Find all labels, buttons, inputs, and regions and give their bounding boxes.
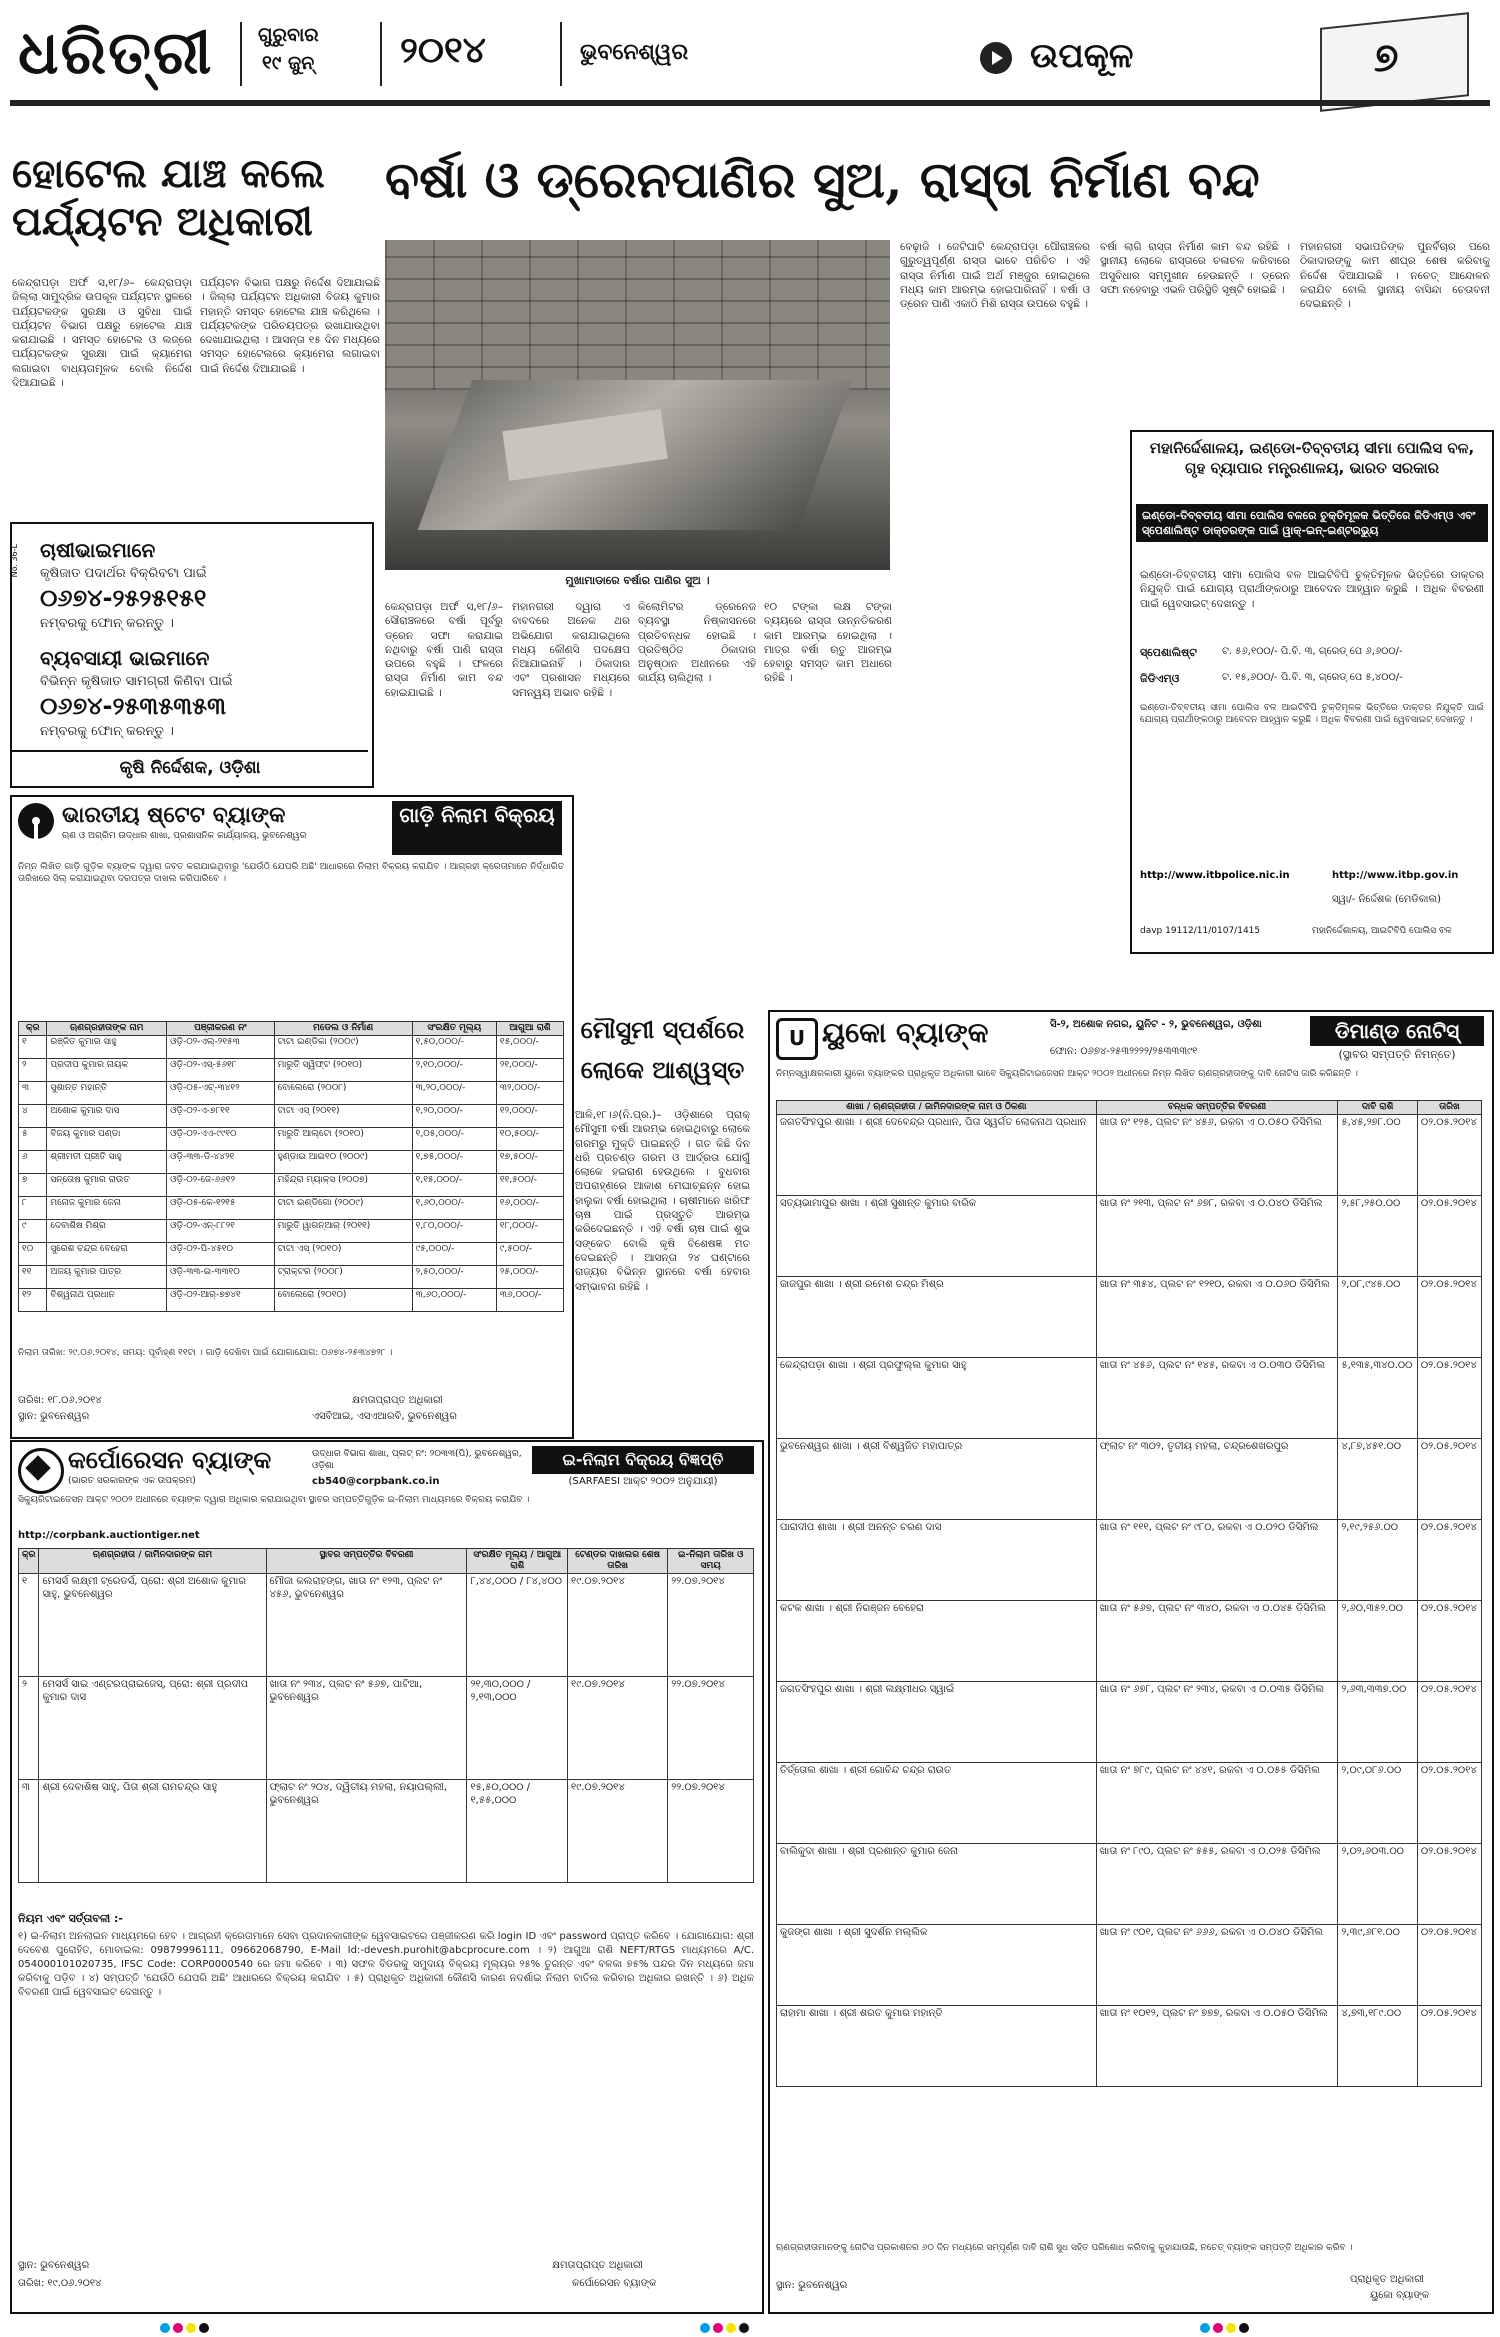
corp-name: କର୍ପୋରେସନ ବ୍ୟାଙ୍କ [68,1446,272,1474]
divider [240,22,242,86]
table-cell: ୨,୧୯,୨୫୬.୦୦ [1338,1520,1418,1601]
table-cell: ବୋଲେରୋ (୨୦୧୦) [274,1289,412,1312]
corp-sign-2: କର୍ପୋରେସନ ବ୍ୟାଙ୍କ [572,2278,657,2289]
table-row [19,1036,564,1059]
uco-place: ସ୍ଥାନ: ଭୁବନେଶ୍ୱର [776,2280,848,2291]
corp-url[interactable]: http://corpbank.auctiontiger.net [18,1530,200,1541]
table-cell: ମୌଜା କଲରାହଙ୍ଗ, ଖାତା ନଂ ୧୨୩, ପ୍ଲଟ ନଂ ୪୫୬, ଭୁବନେଶ୍ୱର [266,1574,467,1677]
table-cell: ଖାତା ନଂ ୩୫୪, ପ୍ଲଟ ନଂ ୧୨୧୦, ରକବା ଏ ୦.୦୬୦ ଡିସିମିଲ [1096,1277,1338,1358]
table-cell: ଓଡ଼ି-୩୩-ଡି-୪୪୨୧ [167,1151,275,1174]
corp-address: ଉଦ୍ଧାର ବିଭାଗ ଶାଖା, ପ୍ଲଟ୍ ନଂ: ୨୦୩୩(ପି), ଭୁବନେଶ୍ୱର, ଓଡ଼ିଶା [312,1449,522,1471]
table-cell: ୧୧ [19,1266,47,1289]
table-cell: ୫,୧୩୫,୩୪୦.୦୦ [1338,1358,1418,1439]
section-bullet-icon [980,42,1012,74]
hotel-col-2: ପର୍ଯ୍ୟଟନ ବିଭାଗ ପକ୍ଷରୁ ନିର୍ଦ୍ଦେଶ ଦିଆଯାଇଛି । ଜିଲ୍ଲା ପର୍ଯ୍ୟଟନ ଅଧିକାରୀ ବିଜୟ କୁମାର ମହାନ୍ତି ସମସ୍ତ ହୋଟେଲ ଯାଞ୍ଚ କରିଥିଲେ । ପର୍ଯ୍ୟଟକଙ୍କ ପରିଚୟପତ୍ର ରଖାଯାଉଥିବା ଦେଖାଯାଇଥିଲା । ଆସନ୍ତା ୧୫ ଦିନ ମଧ୍ୟରେ ସମସ୍ତ ହୋଟେଲରେ କ୍ୟାମେରା ଲଗାଇବା ପାଇଁ ନିର୍ଦ୍ଦେଶ ଦିଆଯାଇଛି । [200,277,380,375]
table-row [777,1196,1482,1277]
table-cell: ଖାତା ନଂ ୬୭୮, ପ୍ଲଟ ନଂ ୨୩୪, ରକବା ଏ ୦.୦୩୫ ଡିସିମିଲ [1096,1682,1338,1763]
table-cell: ୨୨.୦୭.୨୦୧୪ [668,1677,754,1780]
table-cell: ୨,୬୦,୩୫୨.୦୦ [1338,1601,1418,1682]
table-cell: ୧,୨୦,୦୦୦/- [412,1105,496,1128]
table-cell: କୁଜଙ୍ଗ ଶାଖା । ଶ୍ରୀ ସୁଦର୍ଶନ ମଲ୍ଲିକ [777,1925,1097,2006]
table-cell: ୧୫,୦୦୦/- [496,1036,563,1059]
table-cell: ଭୁବନେଶ୍ୱର ଶାଖା । ଶ୍ରୀ ବିଶ୍ୱଜିତ ମହାପାତ୍ର [777,1439,1097,1520]
newspaper-logo: ଧରିତ୍ରୀ [18,18,214,88]
table-cell: ୩୨,୦୦୦/- [496,1082,563,1105]
table-cell: ୧,୫୦,୦୦୦/- [412,1036,496,1059]
lead-headline: ବର୍ଷା ଓ ଡ୍ରେନପାଣିର ସୁଅ, ରାସ୍ତା ନିର୍ମାଣ ବନ୍ଦ [385,150,1260,209]
corp-terms: ୧) ଇ-ନିଲାମ ଅନଲାଇନ ମାଧ୍ୟମରେ ହେବ । ଆଗ୍ରହୀ କ୍ରେତାମାନେ ସେବା ପ୍ରଦାନକାରୀଙ୍କ ୱେବସାଇଟରେ ପଞ୍ଜୀକରଣ କରି login ID ଏବଂ password ପ୍ରାପ୍ତ କରିବେ । ଯୋଗାଯୋଗ: ଶ୍ରୀ ଦେବେଶ ପୁରୋହିତ, ମୋବାଇଲ: 09879996111, 09662068790, E-Mail Id:-devesh.purohit@abcprocure.com । ୨) ଆଗୁଆ ରାଶି NEFT/RTGS ମାଧ୍ୟମରେ A/C. 054000101020735, IFSC Code: CORP0000540 ରେ ଜମା କରିବେ । ୩) ସଫଳ ବିଡରକୁ ସମୁଦାୟ ବିକ୍ରୟ ମୂଲ୍ୟର ୨୫% ତୁରନ୍ତ ଏବଂ ବଳକା ୭୫% ପନ୍ଦର ଦିନ ମଧ୍ୟରେ ଜମା କରିବାକୁ ପଡ଼ିବ । ୪) ସମ୍ପତ୍ତି 'ଯେଉଁଠି ଯେପରି ଅଛି' ଆଧାରରେ ବିକ୍ରୟ କରାଯିବ । ୫) ପ୍ରାଧିକୃତ ଅଧିକାରୀ କୌଣସି କାରଣ ନଦର୍ଶାଇ ନିଲାମ ବାତିଲ କରିବାର ଅଧିକାର ରଖନ୍ତି । ୬) ଅଧିକ ବିବରଣୀ ପାଇଁ ୱେବସାଇଟ ଦେଖନ୍ତୁ । [18,1931,754,1998]
table-row [19,1059,564,1082]
table-cell: ୦୨.୦୫.୨୦୧୪ [1417,1844,1481,1925]
magenta-dot-icon [713,2323,723,2333]
table-cell: କଟକ ଶାଖା । ଶ୍ରୀ ନିରଞ୍ଜନ ବେହେରା [777,1601,1097,1682]
yellow-dot-icon [1226,2323,1236,2333]
table-row [19,1128,564,1151]
lead-lower-col-2: ମହାନଗରୀ ଦ୍ୱାରା ଏ ବାବଦରେ ଅନେକ ଥର ଅଭିଯୋଗ କରାଯାଇଥିଲେ ମଧ୍ୟ କୌଣସି ପଦକ୍ଷେପ ନିଆଯାଇନାହିଁ । ଠିକାଦାର ଏବଂ ପ୍ରଶାସନ ମଧ୍ୟରେ ସମନ୍ୱୟ ଅଭାବ ରହିଛି । [512,601,630,699]
table-cell: ଓଡ଼ି-୦୨-ଏସ୍-୫୬୧୮ [167,1059,275,1082]
table-cell: ବିଜୟ କୁମାର ପଣ୍ଡା [47,1128,167,1151]
table-cell: ୦୨.୦୫.୨୦୧୪ [1417,1277,1481,1358]
police-sign: ସ୍ୱା/- ନିର୍ଦ୍ଦେଶକ (ମେଡିକାଲ) [1332,894,1441,905]
table-cell: ୧୭,୫୦୦/- [496,1151,563,1174]
uco-footer: ଋଣଗ୍ରହୀତାମାନଙ୍କୁ ନୋଟିସ ପ୍ରକାଶନର ୬୦ ଦିନ ମଧ୍ୟରେ ସମ୍ପୂର୍ଣ୍ଣ ଦାବି ରାଶି ସୁଧ ସହିତ ପରିଶୋଧ କରିବାକୁ କୁହାଯାଉଛି, ନଚେତ୍ ବ୍ୟାଙ୍କ ସମ୍ପତ୍ତି ଅଧିକାର କରିବ । [776,2243,1353,2253]
table-row [19,1174,564,1197]
table-row [777,1601,1482,1682]
table-cell: ୨,୦୨,୬୦୩.୦୦ [1338,1844,1418,1925]
table-cell: ୦୨.୦୫.୨୦୧୪ [1417,1196,1481,1277]
table-cell: ମାରୁତି ୱାଗନ୍‌ଆର୍ (୨୦୧୧) [274,1220,412,1243]
uco-logo-icon: U [776,1018,818,1060]
issue-day: ଗୁରୁବାର [258,24,319,46]
corp-date: ତାରିଖ: ୧୯.୦୬.୨୦୧୪ [18,2278,102,2289]
agri-ref: No. 36-L [10,544,19,578]
magenta-dot-icon [1213,2323,1223,2333]
lead-right-col-2: ବର୍ଷା ଲାଗି ରାସ୍ତା ନିର୍ମାଣ କାମ ବନ୍ଦ ରହିଛି । ସ୍ଥାନୀୟ ଲୋକେ ରାସ୍ତାରେ ଚଳାଚଳ କରିବାରେ ଅସୁବିଧାର ସମ୍ମୁଖୀନ ହେଉଛନ୍ତି । ଡ୍ରେନ ସଫା ନହେବାରୁ ଏଭଳି ପରିସ୍ଥିତି ସୃଷ୍ଟି ହୋଇଛି । [1100,241,1290,296]
table-cell: ଟ୍ରାକ୍ଟର (୨୦୦୮) [274,1266,412,1289]
table-cell: ୫ [19,1128,47,1151]
table-cell: ୨୧,୩୦,୦୦୦ / ୨,୧୩,୦୦୦ [467,1677,568,1780]
table-cell: ୧୮,୦୦୦/- [496,1220,563,1243]
police-title: ମହାନିର୍ଦ୍ଦେଶାଳୟ, ଇଣ୍ଡୋ-ତିବ୍ବତୀୟ ସୀମା ପୋଲିସ ବଳ, ଗୃହ ବ୍ୟାପାର ମନ୍ତ୍ରଣାଳୟ, ଭାରତ ସରକାର [1149,439,1475,477]
monsoon-headline: ମୌସୁମୀ ସ୍ପର୍ଶରେ ଲୋକେ ଆଶ୍ୱସ୍ତ [580,1015,745,1084]
table-cell: ହୁଣ୍ଡାଇ ଆଇ୧୦ (୨୦୦୯) [274,1151,412,1174]
sbi-table [18,1021,564,1312]
table-cell: ଦେବାଶିଷ ମିଶ୍ର [47,1220,167,1243]
photo-wall [385,240,890,390]
sbi-notice: ଗାଡ଼ି ନିଲାମ ବିକ୍ରୟ [392,801,562,855]
corp-logo-icon [18,1448,64,1494]
police-pay-2: ଟ. ୧୫,୬୦୦/- ପି.ବି. ୩, ଗ୍ରେଡ୍ ପେ ୫,୪୦୦/- [1222,672,1403,683]
table-cell: ବିଶ୍ୱନାଥ ପ୍ରଧାନ [47,1289,167,1312]
table-cell: କେନ୍ଦ୍ରାପଡ଼ା ଶାଖା । ଶ୍ରୀ ପ୍ରଫୁଲ୍ଲ କୁମାର ସାହୁ [777,1358,1097,1439]
table-row [777,1358,1482,1439]
table-cell: ଓଡ଼ି-୦୨-ଆର୍-୭୭୪୧ [167,1289,275,1312]
table-cell: ଖାତା ନଂ ୯୦୧, ପ୍ଲଟ ନଂ ୬୬୬, ରକବା ଏ ୦.୦୪୦ ଡିସିମିଲ [1096,1925,1338,2006]
table-cell: ୧,୮୦,୦୦୦/- [412,1220,496,1243]
uco-intro: ନିମ୍ନସ୍ୱାକ୍ଷରକାରୀ ୟୁକୋ ବ୍ୟାଙ୍କର ପ୍ରାଧିକୃତ ଅଧିକାରୀ ଭାବେ ସିକ୍ୟୁରିଟାଇଜେସନ ଆକ୍ଟ ୨୦୦୨ ଅଧୀନରେ ନିମ୍ନ ଲିଖିତ ଋଣଗ୍ରହୀତାଙ୍କୁ ଦାବି ନୋଟିସ ଜାରି କରିଛନ୍ତି । [776,1069,1358,1079]
agri-note-1: ନମ୍ବରକୁ ଫୋନ୍ କରନ୍ତୁ । [40,616,174,631]
table-row [777,1439,1482,1520]
table-cell: ୨,୦୮,୯୪୫.୦୦ [1338,1277,1418,1358]
table-cell: ଫ୍ଲାଟ ନଂ ୩୦୨, ତୃତୀୟ ମହଲା, ଚନ୍ଦ୍ରଶେଖରପୁର [1096,1439,1338,1520]
police-post-1: ସ୍ପେଶାଲିଷ୍ଟ [1140,646,1197,659]
table-cell: ୩ [19,1780,39,1883]
corp-terms-title: ନିୟମ ଏବଂ ସର୍ତ୍ତାବଳୀ :- [18,1912,123,1925]
table-cell: ସୁରେଶ ଚନ୍ଦ୍ର ବେହେରା [47,1243,167,1266]
black-dot-icon [739,2323,749,2333]
police-filler: ଇଣ୍ଡୋ-ତିବ୍ବତୀୟ ସୀମା ପୋଲିସ ବଳ ଆଇଟିବିପି ଚୁକ୍ତିମୂଳକ ଭିତ୍ତିରେ ଡାକ୍ତର ନିଯୁକ୍ତି ପାଇଁ ଯୋଗ୍ୟ ପ୍ରାର୍ଥୀଙ୍କଠାରୁ ଆବେଦନ ଆହ୍ୱାନ କରୁଛି । ଅଧିକ ବିବରଣୀ ପାଇଁ ୱେବସାଇଟ୍ ଦେଖନ୍ତୁ । [1140,703,1484,725]
table-cell: ୧୧,୫୦୦/- [496,1174,563,1197]
agri-title-2: ବ୍ୟବସାୟୀ ଭାଇମାନେ [40,646,210,670]
table-cell: ୧,୦୫,୦୦୦/- [412,1128,496,1151]
corp-intro: ସିକ୍ୟୁରିଟାଇଜେସନ ଆକ୍ଟ ୨୦୦୨ ଅଧୀନରେ ବ୍ୟାଙ୍କ ଦ୍ୱାରା ଅଧିକାର କରାଯାଇଥିବା ସ୍ଥାବର ସମ୍ପତ୍ତିଗୁଡ଼ିକ ଇ-ନିଲାମ ମାଧ୍ୟମରେ ବିକ୍ରୟ କରାଯିବ । [18,1495,530,1505]
uco-notice: ଡିମାଣ୍ଡ ନୋଟିସ୍ [1310,1016,1484,1046]
lead-right-col-1: ବେଢ଼ାଜି । ଜେଟିଘାଟି କେନ୍ଦ୍ରାପଡ଼ା ପୌରାଞ୍ଚଳର ଗୁରୁତ୍ୱପୂର୍ଣ୍ଣ ରାସ୍ତା ଭାବେ ପରିଚିତ । ଏହି ରାସ୍ତା ନିର୍ମାଣ ପାଇଁ ଅର୍ଥ ମଞ୍ଜୁର ହୋଇଥିଲେ ମଧ୍ୟ କାମ ଆରମ୍ଭ ହୋଇପାରିନାହିଁ । ବର୍ଷା ଓ ଡ୍ରେନ ପାଣି ଏକାଠି ମିଶି ରାସ୍ତା ଉପରେ ବହୁଛି । [900,241,1090,311]
table-cell: ମେସର୍ସ ଲକ୍ଷ୍ମୀ ଟ୍ରେଡର୍ସ, ପ୍ରୋ: ଶ୍ରୀ ଅଶୋକ କୁମାର ସାହୁ, ଭୁବନେଶ୍ୱର [39,1574,266,1677]
issue-date: ୧୯ ଜୁନ୍ [262,52,315,74]
divider [560,22,562,86]
table-cell: ୧୯.୦୭.୨୦୧୪ [568,1780,668,1883]
table-row [777,1115,1482,1196]
agri-sub-1: କୃଷିଜାତ ପଦାର୍ଥର ବିକ୍ରିବଟା ପାଇଁ [40,566,207,581]
table-cell: ୯ [19,1220,47,1243]
table-cell: ଟାଟା ଇଣ୍ଡିକା (୨୦୦୯) [274,1036,412,1059]
table-cell: ଟାଟା ଏସ୍ (୨୦୧୧) [274,1105,412,1128]
table-cell: ୯୫,୦୦୦/- [412,1243,496,1266]
table-cell: ୨ [19,1059,47,1082]
uco-table [776,1100,1482,2087]
cmyk-marks [700,2318,752,2332]
table-cell: ଖାତା ନଂ ୧୦୧୨, ପ୍ଲଟ ନଂ ୭୭୭, ରକବା ଏ ୦.୦୫୦ ଡିସିମିଲ [1096,2006,1338,2087]
police-post-2: ଜିଡିଏମ୍‌ଓ [1140,672,1180,685]
table-cell: ଓଡ଼ି-୦୨-ଜେ-୬୬୧୨ [167,1174,275,1197]
table-cell: ୦୨.୦୫.୨୦୧୪ [1417,1520,1481,1601]
table-cell: ଶ୍ରୀ ଦେବାଶିଷ ସାହୁ, ପିତା ଶ୍ରୀ ରାମଚନ୍ଦ୍ର ସାହୁ [39,1780,266,1883]
table-cell: ୧୦,୫୦୦/- [496,1128,563,1151]
table-cell: ଖାତା ନଂ ୪୫୬, ପ୍ଲଟ ନଂ ୧୪୫, ରକବା ଏ ୦.୦୩୦ ଡିସିମିଲ [1096,1358,1338,1439]
uco-notice-sub: (ସ୍ଥାବର ସମ୍ପତ୍ତି ନିମନ୍ତେ) [1338,1048,1456,1061]
uco-ad [768,1010,1494,2314]
table-cell: ଖାତା ନଂ ୭୮୯, ପ୍ଲଟ ନଂ ୪୪୧, ରକବା ଏ ୦.୦୫୫ ଡିସିମିଲ [1096,1763,1338,1844]
table-header: କ୍ର [19,1549,39,1574]
table-row [19,1574,754,1677]
table-header: ଇ-ନିଲାମ ତାରିଖ ଓ ସମୟ [668,1549,754,1574]
table-cell: ୨,୫୮,୨୫୦.୦୦ [1338,1196,1418,1277]
table-cell: ୧୯.୦୭.୨୦୧୪ [568,1574,668,1677]
table-cell: ୦୨.୦୫.୨୦୧୪ [1417,2006,1481,2087]
table-cell: ୪ [19,1105,47,1128]
table-header: ତାରିଖ [1417,1101,1481,1115]
table-header: ସଂରକ୍ଷିତ ମୂଲ୍ୟ / ଆଗୁଆ ରାଶି [467,1549,568,1574]
cyan-dot-icon [160,2323,170,2333]
table-header: ଟେଣ୍ଡର ଦାଖଲର ଶେଷ ତାରିଖ [568,1549,668,1574]
uco-address: ସି-୨, ଅଶୋକ ନଗର, ୟୁନିଟ - ୨, ଭୁବନେଶ୍ୱର, ଓଡ଼ିଶା [1050,1019,1262,1030]
table-header: ମଡେଲ ଓ ନିର୍ମାଣ [274,1022,412,1036]
table-cell: ୪,୭୩,୧୮୯.୦୦ [1338,2006,1418,2087]
page-number: ୭ [1374,34,1399,81]
table-cell: ୩୬,୦୦୦/- [496,1289,563,1312]
table-cell: ତିର୍ତ୍ତୋଲ ଶାଖା । ଶ୍ରୀ ଗୋବିନ୍ଦ ଚନ୍ଦ୍ର ରାଉତ [777,1763,1097,1844]
table-cell: ୨୨.୦୭.୨୦୧୪ [668,1574,754,1677]
table-cell: ଓଡ଼ି-୦୨-ଏଏ-୯୯୧୦ [167,1128,275,1151]
table-cell: ୨,୬୩,୩୩୭.୦୦ [1338,1682,1418,1763]
table-header: ଋଣଗ୍ରହୀତା / ଜାମିନଦାରଙ୍କ ନାମ [39,1549,266,1574]
police-sign-2: ମହାନିର୍ଦ୍ଦେଶାଳୟ, ଆଇଟିବିପି ପୋଲିସ ବଳ [1312,926,1452,936]
black-dot-icon [1239,2323,1249,2333]
table-cell: ରଞ୍ଜିତ କୁମାର ସାହୁ [47,1036,167,1059]
corp-notice-sub: (SARFAESI ଆକ୍ଟ ୨୦୦୨ ଅନୁଯାୟୀ) [568,1476,718,1487]
issue-year: ୨୦୧୪ [400,30,486,71]
table-cell: ଓଡ଼ି-୦୨-ଏଲ୍-୨୧୫୩ [167,1036,275,1059]
agri-sub-2: ବିଭିନ୍ନ କୃଷିଜାତ ସାମଗ୍ରୀ କିଣିବା ପାଇଁ [40,674,233,689]
hotel-headline: ହୋଟେଲ ଯାଞ୍ଚ କଲେ ପର୍ଯ୍ୟଟନ ଅଧିକାରୀ [12,150,325,245]
corp-place: ସ୍ଥାନ: ଭୁବନେଶ୍ୱର [18,2260,90,2271]
table-row [777,1925,1482,2006]
masthead [0,0,1500,110]
corp-notice: ଇ-ନିଲାମ ବିକ୍ରୟ ବିଜ୍ଞପ୍ତି [532,1446,754,1474]
agri-phone-2: ୦୬୭୪-୨୫୩୫୩୫୩ [40,692,226,720]
table-cell: ୧,୭୫,୦୦୦/- [412,1151,496,1174]
table-cell: ପ୍ରଦୀପ କୁମାର ନାୟକ [47,1059,167,1082]
sbi-logo-icon [18,803,54,839]
table-cell: ଖାତା ନଂ ୮୯୦, ପ୍ଲଟ ନଂ ୫୫୫, ରକବା ଏ ୦.୦୨୫ ଡିସିମିଲ [1096,1844,1338,1925]
table-cell: ୨,୧୦,୦୦୦/- [412,1059,496,1082]
table-cell: ଖାତା ନଂ ୧୧୧, ପ୍ଲଟ ନଂ ୯୮୦, ରକବା ଏ ୦.୦୨୦ ଡିସିମିଲ [1096,1520,1338,1601]
table-cell: ଓଡ଼ି-୦୫-ଏଚ୍-୩୪୧୨ [167,1082,275,1105]
table-cell: ଫ୍ଲାଟ ନଂ ୨୦୪, ଦ୍ୱିତୀୟ ମହଲା, ନୟାପଲ୍ଲୀ, ଭୁବନେଶ୍ୱର [266,1780,467,1883]
table-cell: ମାରୁତି ଆଲ୍ଟୋ (୨୦୧୦) [274,1128,412,1151]
table-cell: ୧୯.୦୭.୨୦୧୪ [568,1677,668,1780]
table-cell: ୦୨.୦୫.୨୦୧୪ [1417,1115,1481,1196]
uco-sign: ପ୍ରାଧିକୃତ ଅଧିକାରୀ [1350,2274,1424,2285]
sbi-intro: ନିମ୍ନ ଲିଖିତ ଗାଡ଼ି ଗୁଡ଼ିକ ବ୍ୟାଙ୍କ ଦ୍ୱାରା ଜବତ କରାଯାଇଥିବାରୁ 'ଯେଉଁଠି ଯେପରି ଅଛି' ଆଧାରରେ ନିଲାମ ବିକ୍ରୟ କରାଯିବ । ଆଗ୍ରହୀ କ୍ରେତାମାନେ ନିର୍ଦ୍ଧାରିତ ତାରିଖରେ ସିଲ୍ କରାଯାଇଥିବା ଦରପତ୍ର ଦାଖଲ କରିପାରିବେ । [18,862,564,884]
table-row [19,1243,564,1266]
table-row [777,1763,1482,1844]
table-cell: ୬ [19,1151,47,1174]
table-row [777,2006,1482,2087]
sbi-footer-note: ନିଲାମ ତାରିଖ: ୨୯.୦୬.୨୦୧୪, ସମୟ: ପୂର୍ବାହ୍ଣ ୧୧ଟା । ଗାଡ଼ି ଦେଖିବା ପାଇଁ ଯୋଗାଯୋଗ: ୦୬୭୪-୨୫୩୪୭୨୮ । [18,1348,393,1358]
table-cell: ମନୋଜ କୁମାର ଜେନା [47,1197,167,1220]
table-cell: ଓଡ଼ି-୦୨-ଏନ୍-୮୮୨୧ [167,1220,275,1243]
table-cell: ଖାତା ନଂ ୨୩୪, ପ୍ଲଟ ନଂ ୫୬୭, ପାଟିଆ, ଭୁବନେଶ୍ୱର [266,1677,467,1780]
table-cell: ୭ [19,1174,47,1197]
lead-lower-col-3: କିଲୋମିଟର ଡ୍ରେନେଜ ବ୍ୟବସ୍ଥା ନିଷ୍କାସନରେ ପ୍ରତିବନ୍ଧକ ହୋଇଛି । ପ୍ରତିଷ୍ଠିତ ଠିକାଦାର ଅନୁଷ୍ଠାନ ଅଧୀନରେ ଏହି କାର୍ଯ୍ୟ ଚାଲିଥିଲା । [638,601,756,685]
table-cell: ଜଗତସିଂହପୁର ଶାଖା । ଶ୍ରୀ ଲକ୍ଷ୍ମୀଧର ସ୍ୱାଇଁ [777,1682,1097,1763]
edition-city: ଭୁବନେଶ୍ୱର [580,40,689,65]
uco-phone: ଫୋନ: ୦୬୭୪-୨୫୩୨୨୨୨/୨୫୩୩୩୯୧ [1050,1046,1198,1057]
magenta-dot-icon [173,2323,183,2333]
police-davp: davp 19112/11/0107/1415 [1140,926,1261,936]
table-cell: ପାରାଦୀପ ଶାଖା । ଶ୍ରୀ ଅନନ୍ତ ଚରଣ ଦାସ [777,1520,1097,1601]
table-cell: ଅଶୋକ କୁମାର ଦାସ [47,1105,167,1128]
table-row [19,1677,754,1780]
table-cell: ୧୨,୦୦୦/- [496,1105,563,1128]
lead-photo [385,240,890,570]
table-cell: ୧୬,୦୦୦/- [496,1197,563,1220]
table-cell: ୧୨ [19,1289,47,1312]
table-cell: ୦୨.୦୫.୨୦୧୪ [1417,1682,1481,1763]
uco-name: ୟୁକୋ ବ୍ୟାଙ୍କ [822,1016,989,1049]
photo-caption: ମୁଖାମାଡାରେ ବର୍ଷାର ପାଣିର ସୁଅ । [565,574,710,587]
table-cell: ରାହାମା ଶାଖା । ଶ୍ରୀ ଶରତ କୁମାର ମହାନ୍ତି [777,2006,1097,2087]
yellow-dot-icon [186,2323,196,2333]
table-cell: ଅଜୟ କୁମାର ପାତ୍ର [47,1266,167,1289]
police-subtitle: ଇଣ୍ଡୋ-ତିବ୍ବତୀୟ ସୀମା ପୋଲିସ ବଳରେ ଚୁକ୍ତିମୂଳକ ଭିତ୍ତିରେ ଜିଡିଏମ୍‌ଓ ଏବଂ ସ୍ପେଶାଲିଷ୍ଟ ଡାକ୍ତରଙ୍କ ପାଇଁ ୱାକ୍-ଇନ୍-ଇଣ୍ଟରଭ୍ୟୁ [1136,504,1488,542]
table-cell: ଖାତା ନଂ ୨୧୩, ପ୍ଲଟ ନଂ ୬୭୮, ରକବା ଏ ୦.୦୪୦ ଡିସିମିଲ [1096,1196,1338,1277]
table-cell: ୨ [19,1677,39,1780]
agri-footer: କୃଷି ନିର୍ଦ୍ଦେଶକ, ଓଡ଼ିଶା [12,750,368,784]
uco-sign-2: ୟୁକୋ ବ୍ୟାଙ୍କ [1370,2290,1430,2301]
table-cell: ୦୨.୦୫.୨୦୧୪ [1417,1439,1481,1520]
table-cell: ୧,୬୦,୦୦୦/- [412,1197,496,1220]
table-cell: ବାଲିକୁଦା ଶାଖା । ଶ୍ରୀ ପ୍ରଶାନ୍ତ କୁମାର ଜେନା [777,1844,1097,1925]
table-cell: ଖାତା ନଂ ୧୨୫, ପ୍ଲଟ ନଂ ୪୫୬, ରକବା ଏ ୦.୦୫୦ ଡିସିମିଲ [1096,1115,1338,1196]
table-header: ସଂରକ୍ଷିତ ମୂଲ୍ୟ [412,1022,496,1036]
table-cell: ଓଡ଼ି-୦୨-ଏ-୭୮୧୧ [167,1105,275,1128]
table-cell: ୧ [19,1036,47,1059]
police-url-2[interactable]: http://www.itbp.gov.in [1332,870,1459,881]
sbi-date: ତାରିଖ: ୧୮.୦୬.୨୦୧୪ [18,1395,102,1406]
table-row [19,1197,564,1220]
table-cell: ୨୫,୦୦୦/- [496,1266,563,1289]
police-url-1[interactable]: http://www.itbpolice.nic.in [1140,870,1290,881]
table-cell: ଟାଟା ଇଣ୍ଡିଗୋ (୨୦୦୯) [274,1197,412,1220]
table-cell: ୨୨.୦୭.୨୦୧୪ [668,1780,754,1883]
table-cell: ଓଡ଼ି-୩୩-ଇ-୩୩୧୦ [167,1266,275,1289]
table-header: ଆଗୁଆ ରାଶି [496,1022,563,1036]
cmyk-marks [1200,2318,1252,2332]
table-cell: ସୁଶାନ୍ତ ମହାନ୍ତି [47,1082,167,1105]
table-cell: ସତ୍ୟଭାମାପୁର ଶାଖା । ଶ୍ରୀ ସୁଶାନ୍ତ କୁମାର ବାରିକ [777,1196,1097,1277]
table-cell: ମେସର୍ସ ସାଇ ଏଣ୍ଟରପ୍ରାଇଜେସ୍, ପ୍ରୋ: ଶ୍ରୀ ପ୍ରଦୀପ କୁମାର ଦାସ [39,1677,266,1780]
table-cell: ୧୫,୫୦,୦୦୦ / ୧,୫୫,୦୦୦ [467,1780,568,1883]
table-cell: ଓଡ଼ି-୦୫-କେ-୧୨୧୫ [167,1197,275,1220]
table-cell: ୨୧,୦୦୦/- [496,1059,563,1082]
table-row [777,1520,1482,1601]
table-header: ସ୍ଥାବର ସମ୍ପତ୍ତିର ବିବରଣୀ [266,1549,467,1574]
table-cell: ୨,୩୯,୬୮୧.୦୦ [1338,1925,1418,2006]
table-header: ବନ୍ଧକ ସମ୍ପତ୍ତିର ବିବରଣୀ [1096,1101,1338,1115]
table-row [19,1266,564,1289]
sbi-place: ସ୍ଥାନ: ଭୁବନେଶ୍ୱର [18,1411,90,1422]
table-cell: ୦୨.୦୫.୨୦୧୪ [1417,1925,1481,2006]
table-cell: ୩,୨୦,୦୦୦/- [412,1082,496,1105]
divider [380,22,382,86]
table-cell: ସନ୍ତୋଷ କୁମାର ରାଉତ [47,1174,167,1197]
lead-lower-col-4: ୧୦ ଟଙ୍କା ଲକ୍ଷ ଟଙ୍କା ବ୍ୟୟରେ ରାସ୍ତା ଉନ୍ନତିକରଣ କାମ ଆରମ୍ଭ ହୋଇଥିଲା । ମାତ୍ର ବର୍ଷା ଋତୁ ଆରମ୍ଭ ହେବାରୁ ସମସ୍ତ କାମ ଅଧାରେ ରହିଛି । [764,601,892,685]
agri-note-2: ନମ୍ବରକୁ ଫୋନ୍ କରନ୍ତୁ । [40,724,174,739]
table-row [777,1682,1482,1763]
agri-phone-1: ୦୬୭୪-୨୫୨୫୧୫୧ [40,584,207,612]
section-name: ଉପକୂଳ [1030,36,1134,76]
table-cell: ୮ [19,1197,47,1220]
yellow-dot-icon [726,2323,736,2333]
table-cell: ୨,୦୯,୦୮୬.୦୦ [1338,1763,1418,1844]
table-cell: ୫,୪୫,୨୭୮.୦୦ [1338,1115,1418,1196]
corp-table [18,1548,754,1883]
table-header: ଦାବି ରାଶି [1338,1101,1418,1115]
table-cell: ଖାତା ନଂ ୫୬୭, ପ୍ଲଟ ନଂ ୩୪୦, ରକବା ଏ ୦.୦୪୫ ଡିସିମିଲ [1096,1601,1338,1682]
hotel-col-1: କେନ୍ଦ୍ରାପଡ଼ା ଅର୍ଫ ସ,୧୮/୬– କେନ୍ଦ୍ରାପଡ଼ା ଜିଲ୍ଲା ସାମୁଦ୍ରିକ ଉପକୂଳ ପର୍ଯ୍ୟଟନ ସ୍ଥଳରେ ପର୍ଯ୍ୟଟକଙ୍କ ସୁରକ୍ଷା ଓ ସୁବିଧା ପାଇଁ ପର୍ଯ୍ୟଟନ ବିଭାଗ ପକ୍ଷରୁ ହୋଟେଲ ଯାଞ୍ଚ କରାଯାଇଛି । ସମସ୍ତ ହୋଟେଲ ଓ ଲଜ୍‌ରେ ପର୍ଯ୍ୟଟକଙ୍କ ସୁରକ୍ଷା ପାଇଁ କ୍ୟାମେରା ଲଗାଇବା ବାଧ୍ୟତାମୂଳକ ବୋଲି ନିର୍ଦ୍ଦେଶ ଦିଆଯାଇଛି । [12,277,192,390]
table-cell: ୧ [19,1574,39,1677]
monsoon-body: ଆଳି,୧୮।୬(ନି.ପ୍ର.)– ଓଡ଼ିଶାରେ ପ୍ରାକ୍ ମୌସୁମୀ ବର୍ଷା ଆରମ୍ଭ ହୋଇଥିବାରୁ ଲୋକେ ଗରମରୁ ମୁକ୍ତି ପାଇଛନ୍ତି । ଗତ କିଛି ଦିନ ଧରି ପ୍ରଚଣ୍ଡ ଗରମ ଓ ଆର୍ଦ୍ରତା ଯୋଗୁଁ ଲୋକେ ହଇରାଣ ହେଉଥିଲେ । ବୁଧବାର ଅପରାହ୍ଣରେ ଆକାଶ ମେଘାଚ୍ଛନ୍ନ ହୋଇ ହାଲୁକା ବର୍ଷା ହୋଇଥିଲା । ଚାଷୀମାନେ ଖରିଫ ଚାଷ ପାଇଁ ପ୍ରସ୍ତୁତି ଆରମ୍ଭ କରିଦେଇଛନ୍ତି । ଏହି ବର୍ଷା ଚାଷ ପାଇଁ ଶୁଭ ସଙ୍କେତ ବୋଲି କୃଷି ବିଶେଷଜ୍ଞ ମତ ଦେଇଛନ୍ତି । ଆସନ୍ତା ୨୪ ଘଣ୍ଟାରେ ରାଜ୍ୟର ବିଭିନ୍ନ ସ୍ଥାନରେ ବର୍ଷା ହେବାର ସମ୍ଭାବନା ରହିଛି । [575,1109,750,1293]
table-cell: ଓଡ଼ି-୦୨-ପି-୪୫୧୦ [167,1243,275,1266]
masthead-rule [10,100,1490,106]
table-cell: ଜଗତସିଂହପୁର ଶାଖା । ଶ୍ରୀ ଦେବେନ୍ଦ୍ର ପ୍ରଧାନ, ପିତା ସ୍ୱର୍ଗତ ଲୋକନାଥ ପ୍ରଧାନ [777,1115,1097,1196]
table-header: ଋଣଗ୍ରହୀତାଙ୍କ ନାମ [47,1022,167,1036]
police-pay-1: ଟ. ୫୬,୧୦୦/- ପି.ବି. ୩, ଗ୍ରେଡ୍ ପେ ୬,୬୦୦/- [1222,646,1403,657]
corp-email[interactable]: cb540@corpbank.co.in [312,1476,440,1487]
table-cell: ୩ [19,1082,47,1105]
table-row [19,1289,564,1312]
table-cell: ୩,୬୦,୦୦୦/- [412,1289,496,1312]
table-cell: ୧୦ [19,1243,47,1266]
agri-ad [10,522,374,788]
page-number-tab [1320,12,1469,112]
table-cell: ୦୨.୦୫.୨୦୧୪ [1417,1763,1481,1844]
table-cell: ୯,୫୦୦/- [496,1243,563,1266]
table-header: ଶାଖା / ଋଣଗ୍ରହୀତା / ଜାମିନଦାରଙ୍କ ନାମ ଓ ଠିକଣା [777,1101,1097,1115]
sbi-address: ଋଣ ଓ ଅଗ୍ରିମ ଉଦ୍ଧାର ଶାଖା, ପ୍ରଶାସନିକ କାର୍ଯ୍ୟାଳୟ, ଭୁବନେଶ୍ୱର [62,831,307,841]
corp-sign: କ୍ଷମତାପ୍ରାପ୍ତ ଅଧିକାରୀ [552,2260,643,2271]
table-cell: ୧,୧୫,୦୦୦/- [412,1174,496,1197]
table-cell: ଜାଜପୁର ଶାଖା । ଶ୍ରୀ ରମେଶ ଚନ୍ଦ୍ର ମିଶ୍ର [777,1277,1097,1358]
lead-lower-col-1: କେନ୍ଦ୍ରାପଡ଼ା ଅର୍ଫ ସ,୧୮/୬– ସୌରାଞ୍ଚଳରେ ବର୍ଷା ପୂର୍ବରୁ ଡ୍ରେନ ସଫା କରାଯାଇ ନଥିବାରୁ ବର୍ଷା ପାଣି ରାସ୍ତା ଉପରେ ବହୁଛି । ଫଳରେ ରାସ୍ତା ନିର୍ମାଣ କାମ ବନ୍ଦ ହୋଇଯାଇଛି । [385,601,503,699]
black-dot-icon [199,2323,209,2333]
lead-right-col-3: ମହାନଗରୀ ସଭାପତିଙ୍କ ପୁନର୍ବିଚାର ପରେ ଠିକାଦାରଙ୍କୁ କାମ ଶୀଘ୍ର ଶେଷ କରିବାକୁ ନିର୍ଦ୍ଦେଶ ଦିଆଯାଇଛି । ନଚେତ୍ ଆନ୍ଦୋଳନ କରାଯିବ ବୋଲି ସ୍ଥାନୀୟ ବାସିନ୍ଦା ଚେତାବନୀ ଦେଇଛନ୍ତି । [1300,241,1490,311]
table-header: କ୍ର [19,1022,47,1036]
table-row [777,1844,1482,1925]
police-body: ଇଣ୍ଡୋ-ତିବ୍ବତୀୟ ସୀମା ପୋଲିସ ବଳ ଆଇଟିବିପି ଚୁକ୍ତିମୂଳକ ଭିତ୍ତିରେ ଡାକ୍ତର ନିଯୁକ୍ତି ପାଇଁ ଯୋଗ୍ୟ ପ୍ରାର୍ଥୀଙ୍କଠାରୁ ଆବେଦନ ଆହ୍ୱାନ କରୁଛି । ଅଧିକ ବିବରଣୀ ପାଇଁ ୱେବସାଇଟ୍ ଦେଖନ୍ତୁ । [1140,569,1484,610]
cmyk-marks [160,2318,212,2332]
table-cell: ୦୨.୦୫.୨୦୧୪ [1417,1601,1481,1682]
table-cell: ୮,୪୪,୦୦୦ / ୮୪,୪୦୦ [467,1574,568,1677]
sbi-sign: କ୍ଷମତାପ୍ରାପ୍ତ ଅଧିକାରୀ [352,1395,443,1406]
table-row [19,1220,564,1243]
table-row [19,1082,564,1105]
table-cell: ମାରୁତି ସ୍ୱିଫ୍ଟ (୨୦୧୦) [274,1059,412,1082]
agri-title-1: ଚାଷୀଭାଇମାନେ [40,538,156,562]
sbi-ad [10,795,574,1439]
table-cell: ୨,୫୦,୦୦୦/- [412,1266,496,1289]
table-cell: ଶ୍ରୀମତୀ ପ୍ରୀତି ସାହୁ [47,1151,167,1174]
sbi-sign-2: ଏସବିଆଇ, ଏସଏଆରବି, ଭୁବନେଶ୍ୱର [312,1411,457,1422]
table-row [19,1151,564,1174]
cyan-dot-icon [1200,2323,1210,2333]
table-row [19,1780,754,1883]
corp-tagline: (ଭାରତ ସରକାରଙ୍କ ଏକ ଉପକ୍ରମ) [68,1476,196,1486]
corp-ad [10,1440,764,2314]
table-row [777,1277,1482,1358]
table-cell: ଟାଟା ଏସ୍ (୨୦୧୦) [274,1243,412,1266]
table-cell: ମହିନ୍ଦ୍ରା ମ୍ୟାକ୍ସ (୨୦୦୭) [274,1174,412,1197]
table-cell: ୪,୮୭,୪୫୧.୦୦ [1338,1439,1418,1520]
police-ad [1130,430,1494,954]
sbi-name: ଭାରତୀୟ ଷ୍ଟେଟ ବ୍ୟାଙ୍କ [62,803,286,828]
cyan-dot-icon [700,2323,710,2333]
table-cell: ବୋଲେରୋ (୨୦୦୮) [274,1082,412,1105]
table-cell: ୦୨.୦୫.୨୦୧୪ [1417,1358,1481,1439]
table-header: ପଞ୍ଜୀକରଣ ନଂ [167,1022,275,1036]
table-row [19,1105,564,1128]
